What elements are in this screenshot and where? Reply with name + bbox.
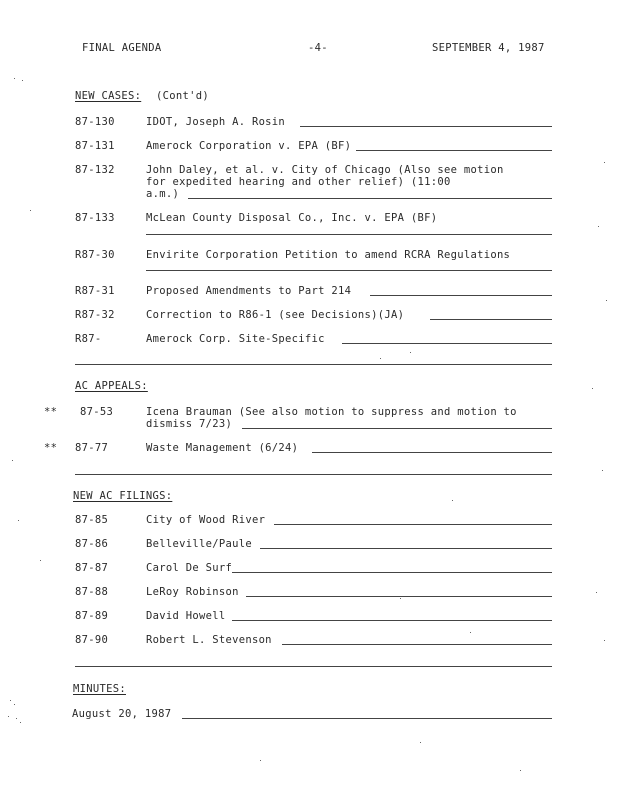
case-description: McLean County Disposal Co., Inc. v. EPA (BF)	[146, 212, 438, 224]
case-number: 87-87	[75, 562, 109, 574]
fill-line	[370, 295, 552, 296]
section-minutes-title: MINUTES:	[73, 683, 126, 695]
case-description: LeRoy Robinson	[146, 586, 239, 598]
case-description-line-1: Icena Brauman (See also motion to suppress and motion to	[146, 406, 517, 418]
case-description-line-3: a.m.)	[146, 188, 180, 200]
case-description: Proposed Amendments to Part 214	[146, 285, 352, 297]
page-number: -4-	[308, 42, 328, 54]
fill-line	[232, 572, 552, 573]
case-description: Waste Management (6/24)	[146, 442, 299, 454]
case-description: David Howell	[146, 610, 226, 622]
fill-line	[274, 524, 552, 525]
priority-marker: **	[44, 442, 58, 454]
case-description: Amerock Corporation v. EPA (BF)	[146, 140, 352, 152]
fill-line	[300, 126, 552, 127]
fill-line	[75, 666, 552, 667]
case-number: 87-90	[75, 634, 109, 646]
fill-line	[75, 364, 552, 365]
section-new-ac-filings-title: NEW AC FILINGS:	[73, 490, 173, 502]
header-title: FINAL AGENDA	[82, 42, 162, 54]
case-number: 87-53	[80, 406, 114, 418]
case-number: R87-31	[75, 285, 115, 297]
case-number: 87-130	[75, 116, 115, 128]
section-new-cases-suffix: (Cont'd)	[156, 90, 209, 102]
case-description-line-1: John Daley, et al. v. City of Chicago (Also see motion	[146, 164, 504, 176]
fill-line	[282, 644, 552, 645]
case-description-line-2: for expedited hearing and other relief) (11:00	[146, 176, 451, 188]
case-number: R87-32	[75, 309, 115, 321]
case-description: Carol De Surf	[146, 562, 233, 574]
case-number: 87-131	[75, 140, 115, 152]
header-date: SEPTEMBER 4, 1987	[432, 42, 545, 54]
case-number: R87-30	[75, 249, 115, 261]
case-description: Robert L. Stevenson	[146, 634, 272, 646]
fill-line	[75, 474, 552, 475]
fill-line	[182, 718, 552, 719]
case-number: 87-86	[75, 538, 109, 550]
minutes-date: August 20, 1987	[72, 708, 172, 720]
fill-line	[356, 150, 552, 151]
case-number: 87-77	[75, 442, 109, 454]
case-number: 87-133	[75, 212, 115, 224]
case-number: 87-85	[75, 514, 109, 526]
case-description: IDOT, Joseph A. Rosin	[146, 116, 286, 128]
fill-line	[232, 620, 552, 621]
section-new-cases-title: NEW CASES:	[75, 90, 142, 102]
case-description-line-2: dismiss 7/23)	[146, 418, 233, 430]
case-description: Correction to R86-1 (see Decisions)(JA)	[146, 309, 405, 321]
fill-line	[188, 198, 552, 199]
case-number: 87-88	[75, 586, 109, 598]
case-number: 87-89	[75, 610, 109, 622]
case-number: 87-132	[75, 164, 115, 176]
case-description: City of Wood River	[146, 514, 266, 526]
fill-line	[342, 343, 552, 344]
fill-line	[146, 270, 552, 271]
fill-line	[242, 428, 552, 429]
case-description: Envirite Corporation Petition to amend RCRA Regulations	[146, 249, 511, 261]
fill-line	[312, 452, 552, 453]
case-description: Belleville/Paule	[146, 538, 252, 550]
fill-line	[246, 596, 552, 597]
case-number: R87-	[75, 333, 102, 345]
section-ac-appeals-title: AC APPEALS:	[75, 380, 148, 392]
fill-line	[430, 319, 552, 320]
fill-line	[260, 548, 552, 549]
priority-marker: **	[44, 406, 58, 418]
case-description: Amerock Corp. Site-Specific	[146, 333, 325, 345]
fill-line	[146, 234, 552, 235]
